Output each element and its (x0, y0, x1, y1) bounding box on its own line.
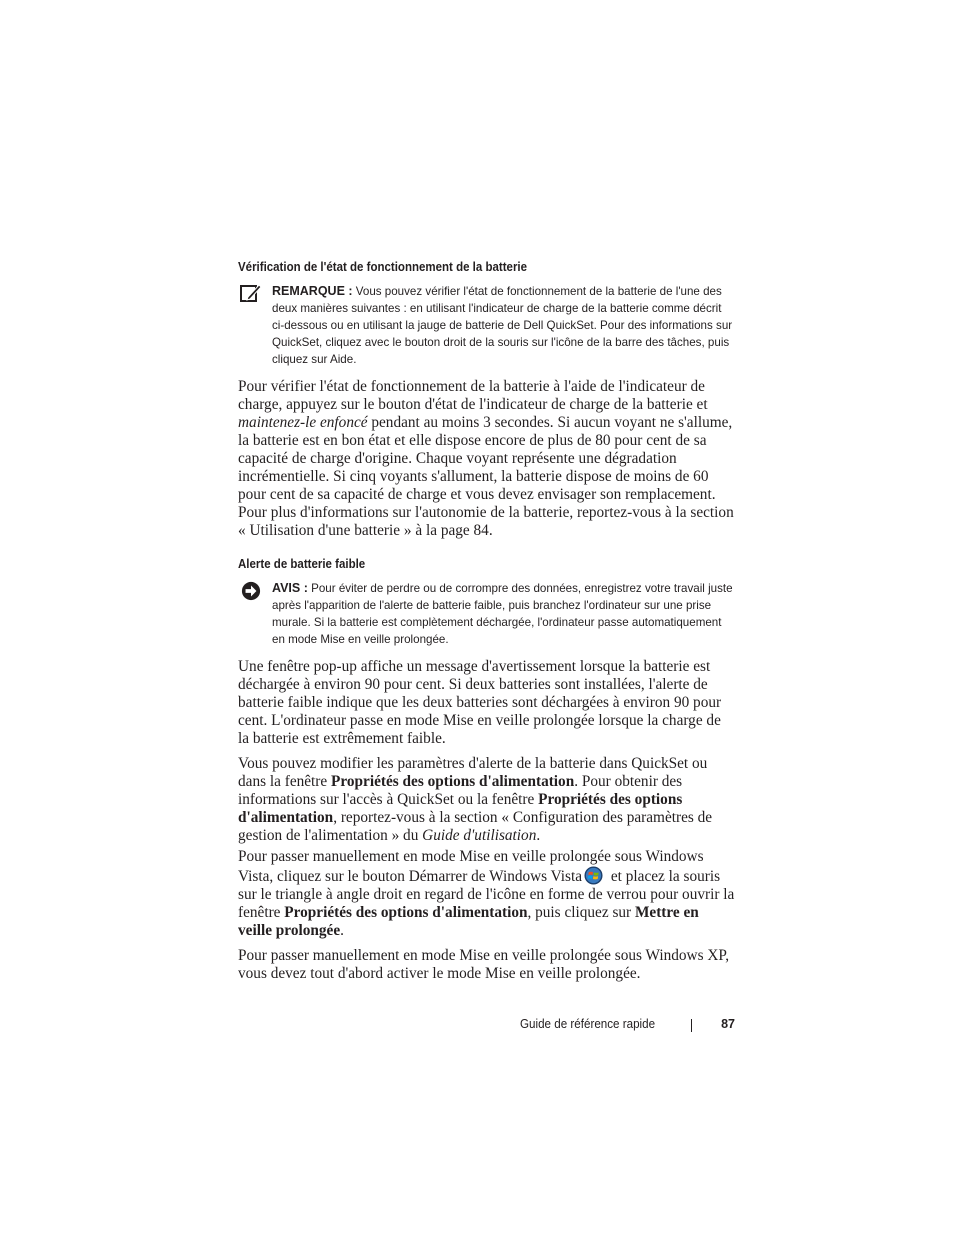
note-text: Vous pouvez vérifier l'état de fonctionnement de la batterie de l'une des deux manières suivantes : en utilisant l'indicateur de charge de la batterie comme décrit ci-dessous ou en utilisant la jauge de batterie de Dell QuickSet. Pour des informations sur QuickSet, cliquez avec le bouton droit de la souris sur l'icône de la barre des tâches, puis cliquez sur (272, 285, 733, 366)
arrow-notice-icon (240, 581, 262, 601)
notice-label: AVIS : (272, 581, 308, 595)
battery-check-paragraph: Pour vérifier l'état de fonctionnement de la batterie à l'aide de l'indicateur de charge, appuyez sur le bouton d'état de l'indicateur de charge de la batterie et maintenez-le enfoncé pendant au moins 3 secondes. Si aucun voyant ne s'allume, la batterie est en bon état et elle dispose encore de plus de 80 pour cent de sa capacité de charge d'origine. Chaque voyant représente une dégradation incrémentielle. Si cinq voyants s'allument, la batterie dispose de moins de 60 pour cent de sa capacité de charge et vous devez envisager son remplacement. Pour plus d'informations sur l'autonomie de la batterie, reportez-vous à la section « Utilisation d'une batterie » à la page 84. (238, 378, 734, 539)
emphasis-text: maintenez-le enfoncé (238, 414, 368, 431)
power-options-term: Propriétés des options d'alimentation (284, 904, 528, 921)
section-heading-low-battery: Alerte de batterie faible (238, 557, 366, 571)
aide-term: Aide (330, 353, 354, 366)
note-label: REMARQUE : (272, 284, 353, 298)
footer-divider (691, 1019, 692, 1032)
windows-vista-start-icon (584, 866, 603, 885)
vista-hibernate-paragraph: Pour passer manuellement en mode Mise en veille prolongée sous Windows Vista, cliquez sur le bouton Démarrer de Windows Vista et placez la souris sur le triangle à angle droit en regard de l'icône en forme de verrou pour ouvrir la fenêtre Propriétés des options d'alimentation, puis cliquez sur Mettre en veille prolongée. (238, 848, 735, 939)
page-content (238, 258, 735, 986)
section-heading-battery-health: Vérification de l'état de fonctionnement de la batterie (238, 260, 528, 274)
alert-settings-paragraph: Vous pouvez modifier les paramètres d'alerte de la batterie dans QuickSet ou dans la fenêtre Propriétés des options d'alimentation. Pour obtenir des informations sur l'accès à QuickSet ou la fenêtre Propriétés des options d'alimentation, reportez-vous à la section « Configuration des paramètres de gestion de l'alimentation » du Guide d'utilisation. (238, 755, 713, 844)
xp-hibernate-paragraph: Pour passer manuellement en mode Mise en veille prolongée sous Windows XP, vous devez tout d'abord activer le mode Mise en veille prolongée. (238, 947, 730, 982)
footer-title: Guide de référence rapide (520, 1017, 656, 1031)
page-number: 87 (721, 1017, 735, 1031)
note-block: REMARQUE : Vous pouvez vérifier l'état de fonctionnement de la batterie de l'une des deux manières suivantes : en utilisant l'indicateur de charge de la batterie comme décrit ci-dessous ou en utilisant la jauge de batterie de Dell QuickSet. Pour des informations sur QuickSet, cliquez avec le bouton droit de la souris sur l'icône de la barre des tâches, puis cliquez sur Aide. (238, 283, 735, 368)
popup-warning-paragraph: Une fenêtre pop-up affiche un message d'avertissement lorsque la batterie est déchargée à environ 90 pour cent. Si deux batteries sont installées, l'alerte de batterie faible indique que les deux batteries sont déchargées à environ 90 pour cent. L'ordinateur passe en mode Mise en veille prolongée lorsque la charge de la batterie est extrêmement faible. (238, 658, 722, 747)
hibernate-term: Mettre en veille prolongée (238, 904, 699, 939)
pencil-note-icon (240, 284, 262, 304)
notice-text: Pour éviter de perdre ou de corrompre des données, enregistrez votre travail juste après l'apparition de l'alerte de batterie faible, puis branchez l'ordinateur sur une prise murale. Si la batterie est complètement déchargée, l'ordinateur passe automatiquement en mode Mise en veille prolongée. (272, 582, 733, 646)
user-guide-title: Guide d'utilisation (422, 827, 537, 844)
power-options-term: Propriétés des options d'alimentation (238, 791, 683, 826)
power-options-term: Propriétés des options d'alimentation (331, 773, 575, 790)
notice-block (238, 580, 735, 648)
